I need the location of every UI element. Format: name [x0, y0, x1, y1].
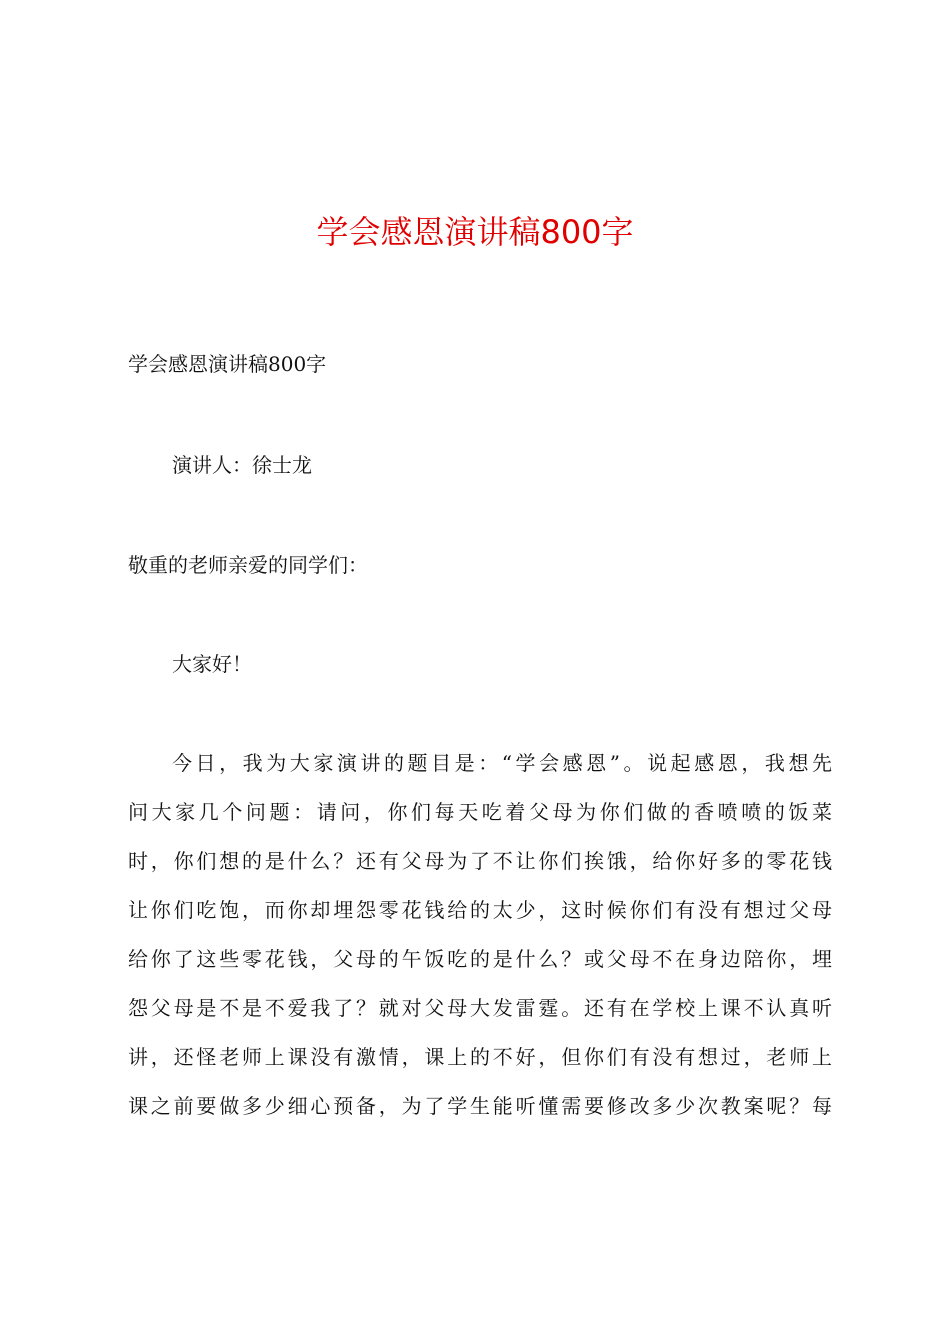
paragraph-line: 课之前要做多少细心预备，为了学生能听懂需要修改多少次教案呢？每: [128, 1094, 832, 1118]
paragraph-line: 给你了这些零花钱，父母的午饭吃的是什么？或父母不在身边陪你，埋: [128, 947, 832, 971]
salutation-line: 敬重的老师亲爱的同学们：: [128, 553, 368, 577]
paragraph-line: 问大家几个问题：请问，你们每天吃着父母为你们做的香喷喷的饭菜: [128, 800, 832, 824]
greeting-line: 大家好！: [172, 652, 252, 676]
paragraph-line: 怨父母是不是不爱我了？就对父母大发雷霆。还有在学校上课不认真听: [128, 996, 832, 1020]
document-subtitle: 学会感恩演讲稿800字: [128, 352, 327, 376]
body-paragraph: [128, 748, 832, 1140]
paragraph-line: 讲，还怪老师上课没有激情，课上的不好，但你们有没有想过，老师上: [128, 1045, 832, 1069]
paragraph-line: 让你们吃饱，而你却埋怨零花钱给的太少，这时候你们有没有想过父母: [128, 898, 832, 922]
paragraph-line: 时，你们想的是什么？还有父母为了不让你们挨饿，给你好多的零花钱: [128, 849, 832, 873]
paragraph-line: 今日，我为大家演讲的题目是：“学会感恩”。说起感恩，我想先: [172, 751, 832, 775]
speaker-line: 演讲人：徐士龙: [172, 453, 312, 477]
document-title: 学会感恩演讲稿800字: [316, 213, 634, 251]
